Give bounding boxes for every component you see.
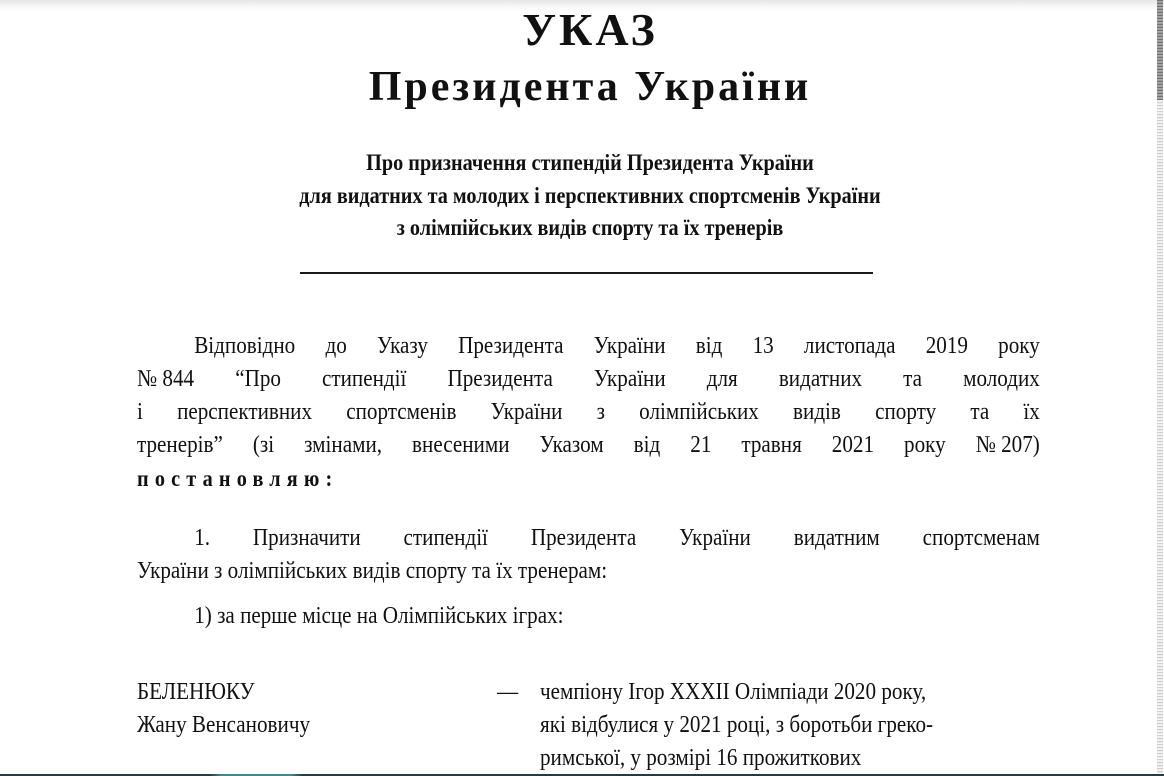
preamble-line: і перспективних спортсменів України з олімпійських видів спорту та їх bbox=[137, 399, 1040, 425]
document-heading bbox=[83, 147, 1098, 245]
description-line: які відбулися у 2021 році, з боротьби греко- bbox=[540, 712, 934, 738]
description-line: чемпіону Ігор XXXII Олімпіади 2020 року, bbox=[540, 679, 927, 705]
document-title: УКАЗ bbox=[522, 4, 658, 55]
heading-line: для видатних та молодих і перспективних спортсменів України bbox=[299, 182, 881, 209]
em-dash: — bbox=[497, 679, 519, 705]
preamble-paragraph bbox=[137, 330, 1040, 495]
item-1-line: 1. Призначити стипендії Президента України видатним спортсменам bbox=[194, 525, 1040, 551]
scan-edge-artifact bbox=[1157, 0, 1163, 776]
heading-divider bbox=[300, 272, 873, 274]
laureate-name bbox=[137, 676, 310, 742]
heading-line: з олімпійських видів спорту та їх тренерів bbox=[396, 215, 784, 241]
preamble-line: № 844 “Про стипендії Президента України для видатних та молодих bbox=[137, 366, 1040, 392]
laureate-surname: БЕЛЕНЮКУ bbox=[137, 679, 255, 705]
document-issuer: Президента України bbox=[368, 64, 812, 110]
description-line: римської, у розмірі 16 прожиткових bbox=[540, 745, 862, 771]
subitem-1-text: 1) за перше місце на Олімпійських іграх: bbox=[194, 603, 564, 629]
laureate-given-names: Жану Венсановичу bbox=[137, 712, 311, 738]
laureate-description bbox=[540, 676, 933, 775]
item-1-paragraph bbox=[137, 522, 1040, 588]
preamble-line: тренерів” (зі змінами, внесеними Указом від 21 травня 2021 року № 207) bbox=[137, 432, 1040, 458]
subitem-1 bbox=[137, 600, 1040, 633]
preamble-line: Відповідно до Указу Президента України від 13 листопада 2019 року bbox=[194, 333, 1040, 359]
heading-line: Про призначення стипендій Президента України bbox=[366, 150, 814, 176]
item-1-line: України з олімпійських видів спорту та їх тренерам: bbox=[137, 558, 608, 584]
decree-word: постановляю: bbox=[137, 466, 339, 491]
